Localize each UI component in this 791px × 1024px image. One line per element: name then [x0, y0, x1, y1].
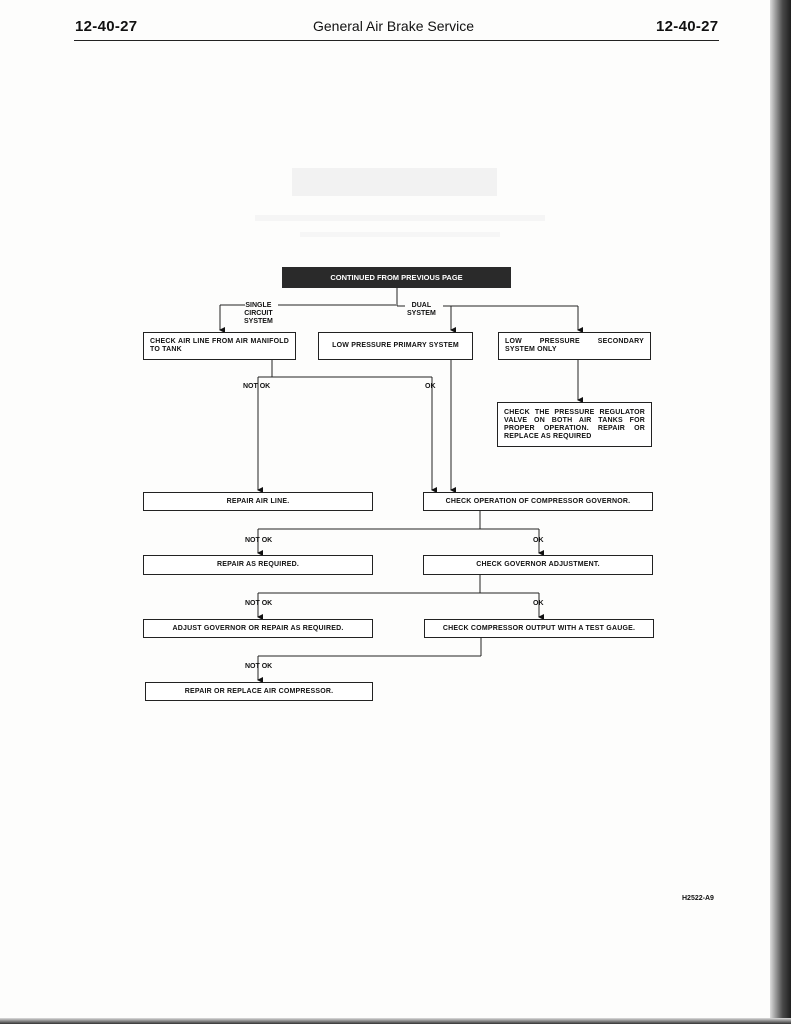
start-box: CONTINUED FROM PREVIOUS PAGE — [282, 267, 511, 288]
page-title: General Air Brake Service — [313, 18, 475, 34]
box-check-regulator: CHECK THE PRESSURE REGULATOR VALVE ON BOTH AIR TANKS FOR PROPER OPERATION. REPAIR OR REPLACE AS REQUIRED — [497, 402, 652, 447]
scan-edge-right — [770, 0, 791, 1024]
box-repair-air-line: REPAIR AIR LINE. — [143, 492, 373, 511]
box-check-governor-adjustment: CHECK GOVERNOR ADJUSTMENT. — [423, 555, 653, 575]
box-adjust-governor: ADJUST GOVERNOR OR REPAIR AS REQUIRED. — [143, 619, 373, 638]
label-ok-3: OK — [533, 600, 544, 607]
box-check-air-line: CHECK AIR LINE FROM AIR MANIFOLD TO TANK — [143, 332, 296, 360]
label-ok-2: OK — [533, 537, 544, 544]
scan-edge-bottom — [0, 1018, 791, 1024]
box-low-primary: LOW PRESSURE PRIMARY SYSTEM — [318, 332, 473, 360]
page-number-right: 12-40-27 — [656, 18, 719, 35]
label-ok-1: OK — [425, 383, 436, 390]
box-check-compressor-output: CHECK COMPRESSOR OUTPUT WITH A TEST GAUGE. — [424, 619, 654, 638]
box-repair-as-required: REPAIR AS REQUIRED. — [143, 555, 373, 575]
label-not-ok-3: NOT OK — [245, 600, 273, 607]
label-not-ok-1: NOT OK — [243, 383, 271, 390]
box-check-governor: CHECK OPERATION OF COMPRESSOR GOVERNOR. — [423, 492, 653, 511]
label-not-ok-2: NOT OK — [245, 537, 273, 544]
box-low-secondary: LOW PRESSURE SECONDARY SYSTEM ONLY — [498, 332, 651, 360]
page-number-left: 12-40-27 — [75, 18, 138, 35]
label-not-ok-4: NOT OK — [245, 663, 273, 670]
figure-id: H2522-A9 — [682, 895, 714, 902]
label-single-circuit: SINGLE CIRCUIT SYSTEM — [244, 302, 273, 325]
label-dual-system: DUAL SYSTEM — [407, 302, 436, 317]
box-repair-compressor: REPAIR OR REPLACE AIR COMPRESSOR. — [145, 682, 373, 701]
